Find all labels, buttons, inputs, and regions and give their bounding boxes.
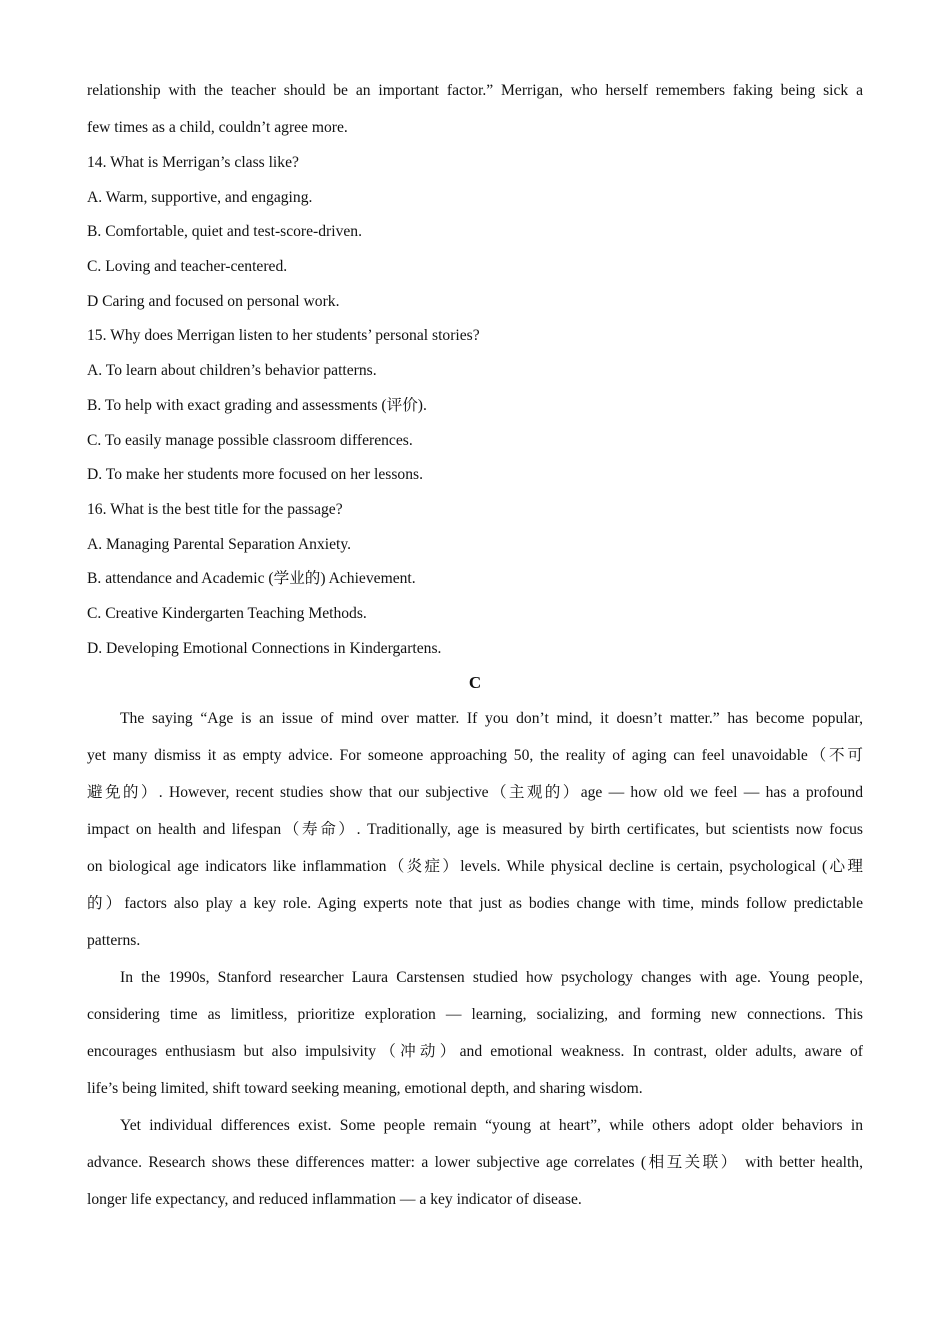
question-14: [87, 146, 863, 319]
answer-option: C. To easily manage possible classroom differences.: [87, 431, 413, 449]
text-line: 避免的）. However, recent studies show that our subjective（主观的）age — how old we feel — has a profound: [87, 784, 863, 802]
text-line: life’s being limited, shift toward seeking meaning, emotional depth, and sharing wisdom.: [87, 1080, 643, 1098]
answer-option: D. To make her students more focused on her lessons.: [87, 466, 423, 484]
text-line: 的）factors also play a key role. Aging experts note that just as bodies change with time, minds follow predictable: [87, 895, 863, 913]
question-15: [87, 319, 863, 492]
text-line: relationship with the teacher should be an important factor.” Merrigan, who herself remembers faking being sick a: [87, 82, 863, 99]
question-16: [87, 493, 863, 666]
answer-option: C. Creative Kindergarten Teaching Methods.: [87, 604, 367, 622]
text-line: impact on health and lifespan（寿命）. Traditionally, age is measured by birth certificates, but scientists now focus: [87, 821, 863, 839]
text-line: longer life expectancy, and reduced inflammation — a key indicator of disease.: [87, 1191, 582, 1209]
question-stem: 16. What is the best title for the passage?: [87, 500, 343, 518]
paragraph-2: [87, 959, 863, 1107]
question-stem: 14. What is Merrigan’s class like?: [87, 154, 299, 171]
text-line: In the 1990s, Stanford researcher Laura Carstensen studied how psychology changes with age. Young people,: [120, 969, 863, 987]
answer-option: A. Managing Parental Separation Anxiety.: [87, 535, 352, 553]
answer-option: B. Comfortable, quiet and test-score-driven.: [87, 223, 362, 241]
question-stem: 15. Why does Merrigan listen to her students’ personal stories?: [87, 327, 480, 345]
answer-option: B. To help with exact grading and assessments (评价).: [87, 396, 427, 414]
text-line: The saying “Age is an issue of mind over matter. If you don’t mind, it doesn’t matter.” has become popular,: [120, 710, 863, 728]
answer-option: A. To learn about children’s behavior patterns.: [87, 362, 377, 380]
text-line: encourages enthusiasm but also impulsivity（冲动）and emotional weakness. In contrast, older adults, aware of: [87, 1043, 863, 1061]
text-line: few times as a child, couldn’t agree more.: [87, 119, 348, 136]
paragraph-3: [87, 1107, 863, 1218]
text-line: considering time as limitless, prioritize exploration — learning, socializing, and forming new connections. This: [87, 1006, 863, 1024]
text-line: on biological age indicators like inflammation（炎症）levels. While physical decline is certain, psychological (心理: [87, 858, 863, 876]
answer-option: B. attendance and Academic (学业的) Achievement.: [87, 570, 416, 588]
answer-option: A. Warm, supportive, and engaging.: [87, 188, 313, 206]
text-line: patterns.: [87, 932, 141, 950]
text-line: yet many dismiss it as empty advice. For someone approaching 50, the reality of aging can feel unavoidable（不可: [87, 747, 863, 765]
text-line: Yet individual differences exist. Some people remain “young at heart”, while others adopt older behaviors in: [120, 1117, 863, 1135]
answer-option: D. Developing Emotional Connections in Kindergartens.: [87, 639, 442, 657]
answer-option: D Caring and focused on personal work.: [87, 292, 340, 310]
text-line: advance. Research shows these differences matter: a lower subjective age correlates (相互关联） with better health,: [87, 1154, 863, 1172]
answer-option: C. Loving and teacher-centered.: [87, 258, 288, 276]
document-page: [87, 72, 863, 1218]
paragraph-1: [87, 700, 863, 959]
section-heading: C: [468, 673, 482, 693]
